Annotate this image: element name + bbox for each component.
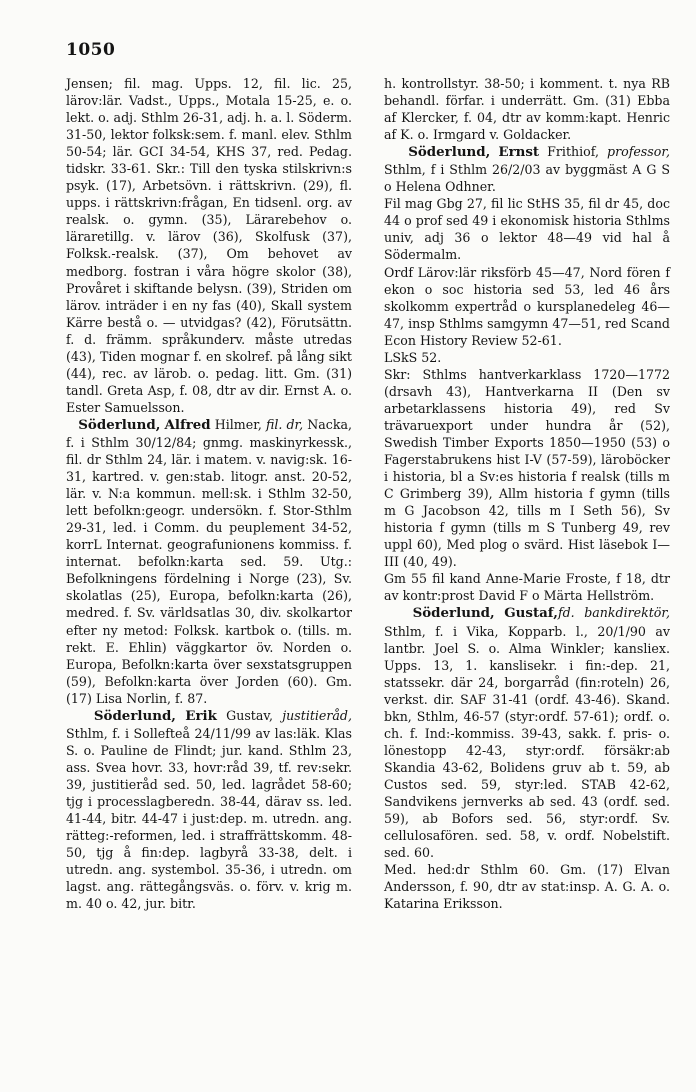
left-column — [66, 75, 352, 912]
entry-text: Sthlm, f. i Sollefteå 24/11/99 av las:läk. Klas S. o. Pauline de Flindt; jur. kand. Sthlm 23, ass. Svea hovr. 33, hovr:råd 39, tf. rev:sekr. 39, justitieråd sed. 50, led. lagrådet 58-60; tjg i processlagberedn. 38-44, därav ss. led. 41-44, bitr. 44-47 i just:dep. m. utredn. ang. rätteg:-reformen, led. i straffrättskomm. 48-50, tjg å fin:dep. lagbyrå 33-38, delt. i utredn. ang. systembol. 35-36, i utredn. om lagst. ang. rättegångsväs. o. förv. v. krig m. m. 40 o. 42, jur. bitr. — [66, 725, 352, 912]
entry-title: professor, — [607, 144, 670, 160]
entry-paragraph: Skr: Sthlms hantverkarklass 1720—1772 (drsavh 43), Hantverkarna II (Den sv arbetarklassens historia 49), red Sv trävaruexport under hundra år (52), Swedish Timber Exports 1850—1950 (53) o Fagerstabrukens hist I-V (57-59), läroböcker i historia, bl a Sv:es historia f realsk (tills m C Grimberg 39), Allm historia f gymn (tills m G Jacobson 42, tills m I Seth 56), Sv historia f gymn (tills m S Tunberg 49, rev uppl 60), Med plog o svärd. Hist läsebok I—III (40, 49). — [384, 366, 670, 570]
entry-paragraph: Fil mag Gbg 27, fil lic StHS 35, fil dr 45, doc 44 o prof sed 49 i ekonomisk historia Sthlms univ, adj 36 o lektor 48—49 vid hal å Södermalm. — [384, 196, 670, 263]
entry-paragraph: LSkS 52. — [384, 349, 442, 365]
entry-given-name-2: Gustav, — [226, 707, 273, 723]
entry-text: Nacka, f. i Sthlm 30/12/84; gnmg. maskinyrkessk., fil. dr Sthlm 24, lär. i matem. v. navig:sk. 16-31, kartred. v. gen:stab. litogr. anst. 20-52, lär. v. N:a kommun. mell:sk. i Sthlm 32-50, lett befolkn:geogr. undersökn. f. Stor-Sthlm 29-31, led. i Comm. du peuplement 34-52, korrL Internat. geografunionens kommiss. f. internat. befolkn:karta sed. 59. Utg.: Befolkningens fördelning i Norge (23), Sv. skolatlas (25), Europa, befolkn:karta (26), medred. f. Sv. världsatlas 30, div. skolkartor efter ny metod: Folksk. kartbok o. (tills. m. rekt. E. Ehlin) väggkartor öv. Norden o. Europa, Befolkn:karta över sexstatsgruppen (59), Befolkn:karta över Jorden (60). Gm. (17) Lisa Norlin, f. 87. — [66, 416, 352, 706]
entry-soderlund-alfred — [66, 416, 352, 707]
entry-paragraph: Med. hed:dr Sthlm 60. Gm. (17) Elvan Andersson, f. 90, dtr av stat:insp. A. G. A. o. Katarina Eriksson. — [384, 862, 670, 912]
entry-paragraph: Gm 55 fil kand Anne-Marie Froste, f 18, dtr av kontr:prost David F o Märta Hellström. — [384, 571, 670, 604]
entry-given-name: Ernst — [498, 144, 540, 161]
entry-title: fd. bankdirektör, — [557, 605, 670, 621]
entry-paragraph: Ordf Lärov:lär riksförb 45—47, Nord fören f ekon o soc historia sed 53, led 46 års skolkomm expertråd o kursplanedeleg 46—47, insp Sthlms samgymn 47—51, red Scand Econ History Review 52-61. — [384, 264, 670, 348]
entry-given-name: Erik — [185, 707, 217, 724]
entry-given-name: Gustaf, — [504, 605, 558, 622]
entry-surname: Söderlund, — [78, 416, 161, 433]
right-column — [384, 75, 670, 912]
entry-given-name-2: Frithiof, — [547, 144, 599, 160]
entry-text: Sthlm, f i Sthlm 26/2/03 av byggmäst A G S o Helena Odhner. — [384, 162, 670, 195]
entry-soderlund-ernst — [384, 143, 670, 195]
entry-given-name: Alfred — [164, 416, 211, 433]
entry-text: Sthlm, f. i Vika, Kopparb. l., 20/1/90 av lantbr. Joel S. o. Alma Winkler; kansliex. Upps. 13, 1. kanslisekr. i fin:-dep. 21, statssekr. där 24, borgarråd (fin:roteln) 26, verkst. dir. SAF 31-41 (ordf. 43-46). Skand. bkn, Sthlm, 46-57 (styr:ordf. 57-61); ordf. o. ch. f. Ind:-kommiss. 39-43, sakk. f. pris- o. lönestopp 42-43, styr:ordf. försäkr:ab Skandia 43-62, Bolidens gruv ab t. 59, ab Custos sed. 59, styr:led. STAB 42-62, Sandvikens jernverks ab sed. 43 (ordf. sed. 59), ab Bofors sed. 56, styr:ordf. Sv. cellulosafören. sed. 58, v. ordf. Nobelstift. sed. 60. — [384, 623, 670, 861]
entry-soderlund-gustaf — [384, 604, 670, 861]
entry-continuation: Jensen; fil. mag. Upps. 12, fil. lic. 25, lärov:lär. Vadst., Upps., Motala 15-25, e. o. lekt. o. adj. Sthlm 26-31, adj. h. a. l. Söderm. 31-50, lektor folksk:sem. f. manl. elev. Sthlm 50-54; lär. GCI 34-54, KHS 37, red. Pedag. tidskr. 33-61. Skr.: Till den tyska stilskrivn:s psyk. (17), Arbetsövn. i rättskrivn. (29), fl. upps. i rättskrivn:frågan, En tidsenl. org. av realsk. o. gymn. (35), Lärarebehov o. läraretillg. v. lärov (36), Skolfusk (37), Folksk.-realsk. (37), Om behovet av medborg. fostran i våra högre skolor (38), Provåret i skiftande belysn. (39), Striden om lärov. inträder i en ny fas (40), Skall system Kärre bestå o. — utvidgas? (42), Förutsättn. f. d. främm. språkunderv. måste utredas (43), Tiden mognar f. en skolref. på lång sikt (44), rec. av lärob. o. pedag. litt. Gm. (31) tandl. Greta Asp, f. 08, dtr av dir. Ernst A. o. Ester Samuelsson. — [66, 76, 352, 415]
entry-soderlund-erik — [66, 707, 352, 913]
entry-continuation: h. kontrollstyr. 38-50; i komment. t. nya RB behandl. förfar. i underrätt. Gm. (31) Ebba af Klercker, f. 04, dtr av komm:kapt. Henric af K. o. Irmgard v. Goldacker. — [384, 76, 670, 143]
entry-title: justitieråd, — [282, 707, 352, 723]
entry-surname: Söderlund, — [412, 605, 495, 622]
entry-given-name-2: Hilmer, — [214, 416, 262, 432]
entry-title: fil. dr, — [265, 416, 304, 432]
entry-surname: Söderlund, — [93, 707, 176, 724]
page-number: 1050 — [66, 40, 116, 60]
entry-surname: Söderlund, — [408, 144, 491, 161]
